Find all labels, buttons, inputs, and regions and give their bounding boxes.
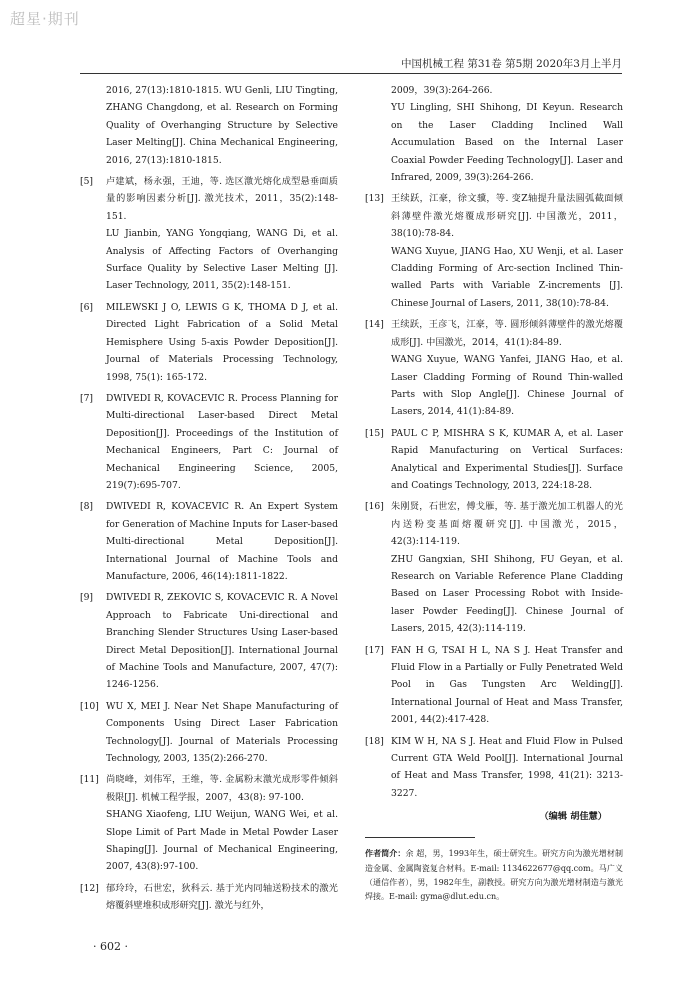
- reference-text-zh: 尚晓峰，刘伟军，王维，等. 金属粉末激光成形零件倾斜极限[J]. 机械工程学报，2007，43(8): 97-100.: [106, 774, 338, 803]
- editor-credit: （编辑 胡佳慧）: [539, 811, 607, 823]
- right-column: [365, 82, 623, 905]
- right-reference-list: [365, 82, 623, 802]
- reference-entry: [80, 771, 338, 875]
- page-number: · 602 ·: [93, 940, 128, 953]
- reference-text-en: SHANG Xiaofeng, LIU Weijun, WANG Wei, et al. Slope Limit of Part Made in Metal Powder Laser Shaping[J]. Journal of Mechanical Engineering, 2007, 43(8):97-100.: [106, 809, 338, 873]
- reference-entry: [365, 316, 623, 420]
- reference-text-zh: 卢建斌，杨永强，王迪，等. 选区激光熔化成型悬垂面质量的影响因素分析[J]. 激光技术，2011，35(2):148-151.: [106, 176, 338, 222]
- watermark: 超星·期刊: [10, 10, 80, 28]
- reference-entry: [80, 498, 338, 585]
- header-rule: [80, 73, 622, 74]
- reference-text-zh: 2009，39(3):264-266.: [391, 85, 493, 96]
- author-bio-label: 作者简介：: [365, 848, 406, 859]
- author-bio: [365, 846, 623, 905]
- reference-number: [15]: [365, 427, 384, 439]
- reference-entry: [80, 390, 338, 494]
- reference-entry: [365, 733, 623, 803]
- reference-entry: [365, 82, 623, 186]
- reference-text-en: LU Jianbin, YANG Yongqiang, WANG Di, et al. Analysis of Affecting Factors of Overhanging Surface Quality by Selective Laser Melting [J]. Laser Technology, 2011, 35(2):148-151.: [106, 228, 338, 292]
- reference-entry: [80, 698, 338, 768]
- running-header: 中国机械工程 第31卷 第5期 2020年3月上半月: [401, 58, 622, 70]
- footnote-rule: [365, 837, 475, 838]
- reference-text-en: DWIVEDI R, KOVACEVIC R. Process Planning for Multi-directional Laser-based Direct Metal Deposition[J]. Proceedings of the Institution of Mechanical Engineers, Part C: Journal of Mechanical Engineering Science, 2005, 219(7):695-707.: [106, 392, 338, 491]
- reference-entry: [80, 589, 338, 693]
- reference-number: [8]: [80, 501, 94, 513]
- reference-entry: [365, 498, 623, 637]
- reference-text-en: DWIVEDI R, KOVACEVIC R. An Expert System for Generation of Machine Inputs for Laser-based Multi-directional Metal Deposition[J]. International Journal of Machine Tools and Manufacture, 2006, 46(14):1811-1822.: [106, 501, 338, 582]
- reference-text-en: WANG Xuyue, WANG Yanfei, JIANG Hao, et al. Laser Cladding Forming of Round Thin-walled Parts with Slop Angle[J]. Chinese Journal of Lasers, 2014, 41(1):84-89.: [391, 354, 623, 418]
- reference-number: [12]: [80, 882, 99, 894]
- reference-text-zh: 王续跃，王彦飞，江豪，等. 圆形倾斜薄壁件的激光熔覆成形[J]. 中国激光，2014，41(1):84-89.: [391, 319, 623, 348]
- reference-text-en: ZHU Gangxian, SHI Shihong, FU Geyan, et al. Research on Variable Reference Plane Cladding Based on Laser Processing Robot with Inside-laser Powder Feeding[J]. Chinese Journal of Lasers, 2015, 42(3):114-119.: [391, 553, 623, 635]
- reference-text-en: DWIVEDI R, ZEKOVIC S, KOVACEVIC R. A Novel Approach to Fabricate Uni-directional and Branching Slender Structures Using Laser-based Direct Metal Deposition[J]. International Journal of Machine Tools and Manufacture, 2007, 47(7): 1246-1256.: [106, 592, 338, 691]
- reference-number: [13]: [365, 193, 384, 205]
- reference-entry: [80, 880, 338, 915]
- reference-text-zh: 朱刚贤，石世宏，傅戈雁，等. 基于激光加工机器人的光内送粉变基面熔覆研究[J]. 中国激光，2015，42(3):114-119.: [391, 501, 623, 548]
- reference-entry: [80, 82, 338, 169]
- reference-text-en: PAUL C P, MISHRA S K, KUMAR A, et al. Laser Rapid Manufacturing on Vertical Surfaces: Analytical and Experimental Studies[J]. Surface and Coatings Technology, 2013, 224:18-28.: [391, 427, 623, 491]
- reference-number: [17]: [365, 644, 384, 656]
- reference-number: [14]: [365, 319, 384, 331]
- reference-entry: [80, 299, 338, 386]
- reference-entry: [365, 190, 623, 312]
- author-bio-text: 余 超，男，1993年生，硕士研究生。研究方向为激光增材制造金属、金属陶瓷复合材料。E-mail: 1134622677@qq.com。马广义（通信作者），男，1982年生，副教授。研究方向为激光增材制造与激光焊接。E-mail: gyma@dlut.edu.cn。: [365, 849, 623, 902]
- reference-text-en: MILEWSKI J O, LEWIS G K, THOMA D J, et al. Directed Light Fabrication of a Solid Metal Hemisphere Using 5-axis Powder Deposition[J]. Journal of Materials Processing Technology, 1998, 75(1): 165-172.: [106, 301, 338, 383]
- reference-text-en: WU X, MEI J. Near Net Shape Manufacturing of Components Using Direct Laser Fabrication Technology[J]. Journal of Materials Processing Technology, 2003, 135(2):266-270.: [106, 700, 338, 765]
- reference-text-en: 2016, 27(13):1810-1815. WU Genli, LIU Tingting, ZHANG Changdong, et al. Research on Forming Quality of Overhanging Structure by Selective Laser Melting[J]. China Mechanical Engineering, 2016, 27(13):1810-1815.: [106, 85, 338, 166]
- reference-number: [10]: [80, 700, 99, 712]
- reference-number: [6]: [80, 301, 94, 313]
- reference-number: [5]: [80, 176, 94, 188]
- reference-entry: [365, 642, 623, 729]
- reference-entry: [80, 173, 338, 295]
- reference-text-en: WANG Xuyue, JIANG Hao, XU Wenji, et al. Laser Cladding Forming of Arc-section Inclined Thin-walled Parts with Variable Z-increments [J]. Chinese Journal of Lasers, 2011, 38(10):78-84.: [391, 245, 623, 309]
- reference-text-zh: 王续跃，江豪，徐文骥，等. 变Z轴提升量法圆弧截面倾斜薄壁件激光熔覆成形研究[J]. 中国激光，2011，38(10):78-84.: [391, 193, 623, 240]
- reference-entry: [365, 425, 623, 495]
- reference-number: [9]: [80, 592, 94, 604]
- reference-text-en: KIM W H, NA S J. Heat and Fluid Flow in Pulsed Current GTA Weld Pool[J]. International Journal of Heat and Mass Transfer, 1998, 41(21): 3213-3227.: [391, 735, 623, 799]
- reference-number: [18]: [365, 735, 384, 747]
- reference-number: [7]: [80, 392, 94, 404]
- reference-number: [11]: [80, 774, 99, 786]
- left-column: [80, 82, 338, 919]
- reference-text-en: YU Lingling, SHI Shihong, DI Keyun. Research on the Laser Cladding Inclined Wall Accumulation Based on the Internal Laser Coaxial Powder Feeding Technology[J]. Laser and Infrared, 2009, 39(3):264-266.: [391, 102, 623, 184]
- reference-text-en: FAN H G, TSAI H L, NA S J. Heat Transfer and Fluid Flow in a Partially or Fully Penetrated Weld Pool in Gas Tungsten Arc Welding[J]. International Journal of Heat and Mass Transfer, 2001, 44(2):417-428.: [391, 644, 623, 726]
- reference-number: [16]: [365, 501, 384, 513]
- reference-text-zh: 郁玲玲，石世宏，狄科云. 基于光内同轴送粉技术的激光熔覆斜壁堆积成形研究[J]. 激光与红外，: [106, 882, 338, 912]
